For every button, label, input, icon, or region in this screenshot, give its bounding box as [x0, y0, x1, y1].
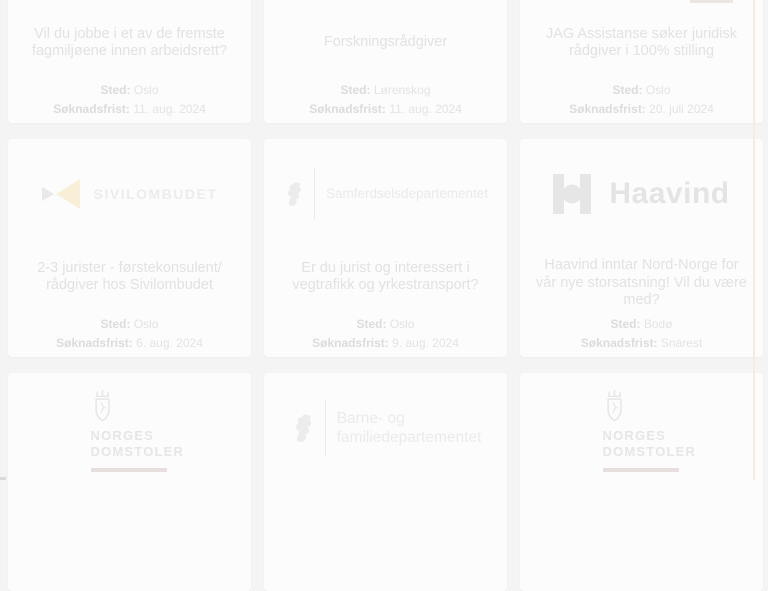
job-card-norges-domstoler-right[interactable]: [520, 373, 763, 591]
logo-divider: [314, 168, 315, 220]
norges-domstoler-wordmark-line1: NORGES: [90, 428, 155, 443]
employer-logo-zone: [264, 373, 507, 483]
job-meta: [569, 83, 714, 123]
job-title: Er du jurist og interessert i vegtrafikk og yrkestransport?: [292, 259, 479, 293]
job-deadline: Søknadsfrist: 11. aug. 2024: [53, 102, 206, 116]
job-card-barne-og-familiedepartementet[interactable]: [264, 373, 507, 591]
employer-logo-zone: [264, 0, 507, 15]
job-card-norges-domstoler-left[interactable]: [8, 373, 251, 591]
job-card-haavind[interactable]: [520, 139, 763, 357]
court-crest-icon: [604, 389, 625, 422]
employer-logo-zone: [8, 139, 251, 249]
norges-domstoler-wordmark-line2: DOMSTOLER: [602, 443, 697, 459]
job-location: Sted: Oslo: [100, 83, 159, 97]
norway-lion-icon: [283, 179, 303, 209]
job-location: Sted: Oslo: [612, 83, 671, 97]
job-location: Sted: Lørenskog: [340, 83, 431, 97]
norway-lion-icon: [290, 411, 314, 445]
ministry-name: Samferdselsdepartementet: [325, 186, 489, 201]
ministry-name-line1: Barne- og: [336, 410, 405, 427]
ministry-name-line2: familiedepartementet: [336, 429, 482, 446]
job-location: Sted: Bodø: [610, 317, 673, 331]
job-card-forskningsradgiver[interactable]: [264, 0, 507, 123]
logo-divider: [325, 400, 326, 456]
job-title: Vil du jobbe i et av de fremste fagmiljøene innen arbeidsrett?: [31, 25, 228, 59]
job-deadline: Søknadsfrist: 11. aug. 2024: [309, 102, 462, 116]
job-title: JAG Assistanse søker juridisk rådgiver i 100% stilling: [546, 25, 737, 59]
job-title: 2-3 jurister - førstekonsulent/ rådgiver hos Sivilombudet: [37, 259, 222, 293]
job-meta: [53, 83, 206, 123]
job-meta: [56, 317, 203, 357]
employer-logo-zone: [8, 0, 251, 15]
job-title: Haavind inntar Nord-Norge for vår nye storsatsning! Vil du være med?: [536, 257, 747, 308]
norges-domstoler-underline: [91, 468, 167, 472]
cropped-logo-fragment: [690, 0, 733, 3]
job-title: Forskningsrådgiver: [323, 34, 448, 51]
norges-domstoler-wordmark-line1: NORGES: [602, 428, 667, 443]
job-card-arbeidsrett[interactable]: [8, 0, 251, 123]
barne-og-familiedepartementet-logo: [290, 400, 482, 456]
samferdselsdepartementet-logo: [283, 168, 488, 220]
job-card-grid: [8, 0, 763, 591]
employer-logo-zone: [264, 139, 507, 249]
job-deadline: Søknadsfrist: 20. juli 2024: [569, 102, 714, 116]
sivilombudet-arrows-icon: [42, 177, 82, 211]
right-edge-stripe: [753, 0, 755, 480]
haavind-monogram-icon: [553, 174, 591, 214]
norges-domstoler-logo: [90, 389, 185, 472]
court-crest-icon: [92, 389, 113, 422]
job-meta: [312, 317, 459, 357]
job-deadline: Søknadsfrist: Snarest: [580, 336, 703, 350]
job-card-samferdselsdepartementet[interactable]: [264, 139, 507, 357]
job-deadline: Søknadsfrist: 9. aug. 2024: [312, 336, 459, 350]
haavind-logo: [553, 174, 729, 214]
job-card-sivilombudet[interactable]: [8, 139, 251, 357]
sivilombudet-wordmark: SIVILOMBUDET: [93, 186, 218, 202]
job-card-jag-assistanse[interactable]: [520, 0, 763, 123]
job-location: Sted: Oslo: [100, 317, 159, 331]
haavind-wordmark: Haavind: [609, 177, 730, 210]
norges-domstoler-logo: [602, 389, 697, 472]
sivilombudet-logo: [42, 177, 218, 211]
norges-domstoler-wordmark-line2: DOMSTOLER: [90, 443, 185, 459]
job-meta: [581, 317, 702, 357]
job-meta: [309, 83, 462, 123]
employer-logo-zone: [520, 139, 763, 249]
norges-domstoler-underline: [603, 468, 679, 472]
job-deadline: Søknadsfrist: 6. aug. 2024: [56, 336, 203, 350]
job-location: Sted: Oslo: [356, 317, 415, 331]
